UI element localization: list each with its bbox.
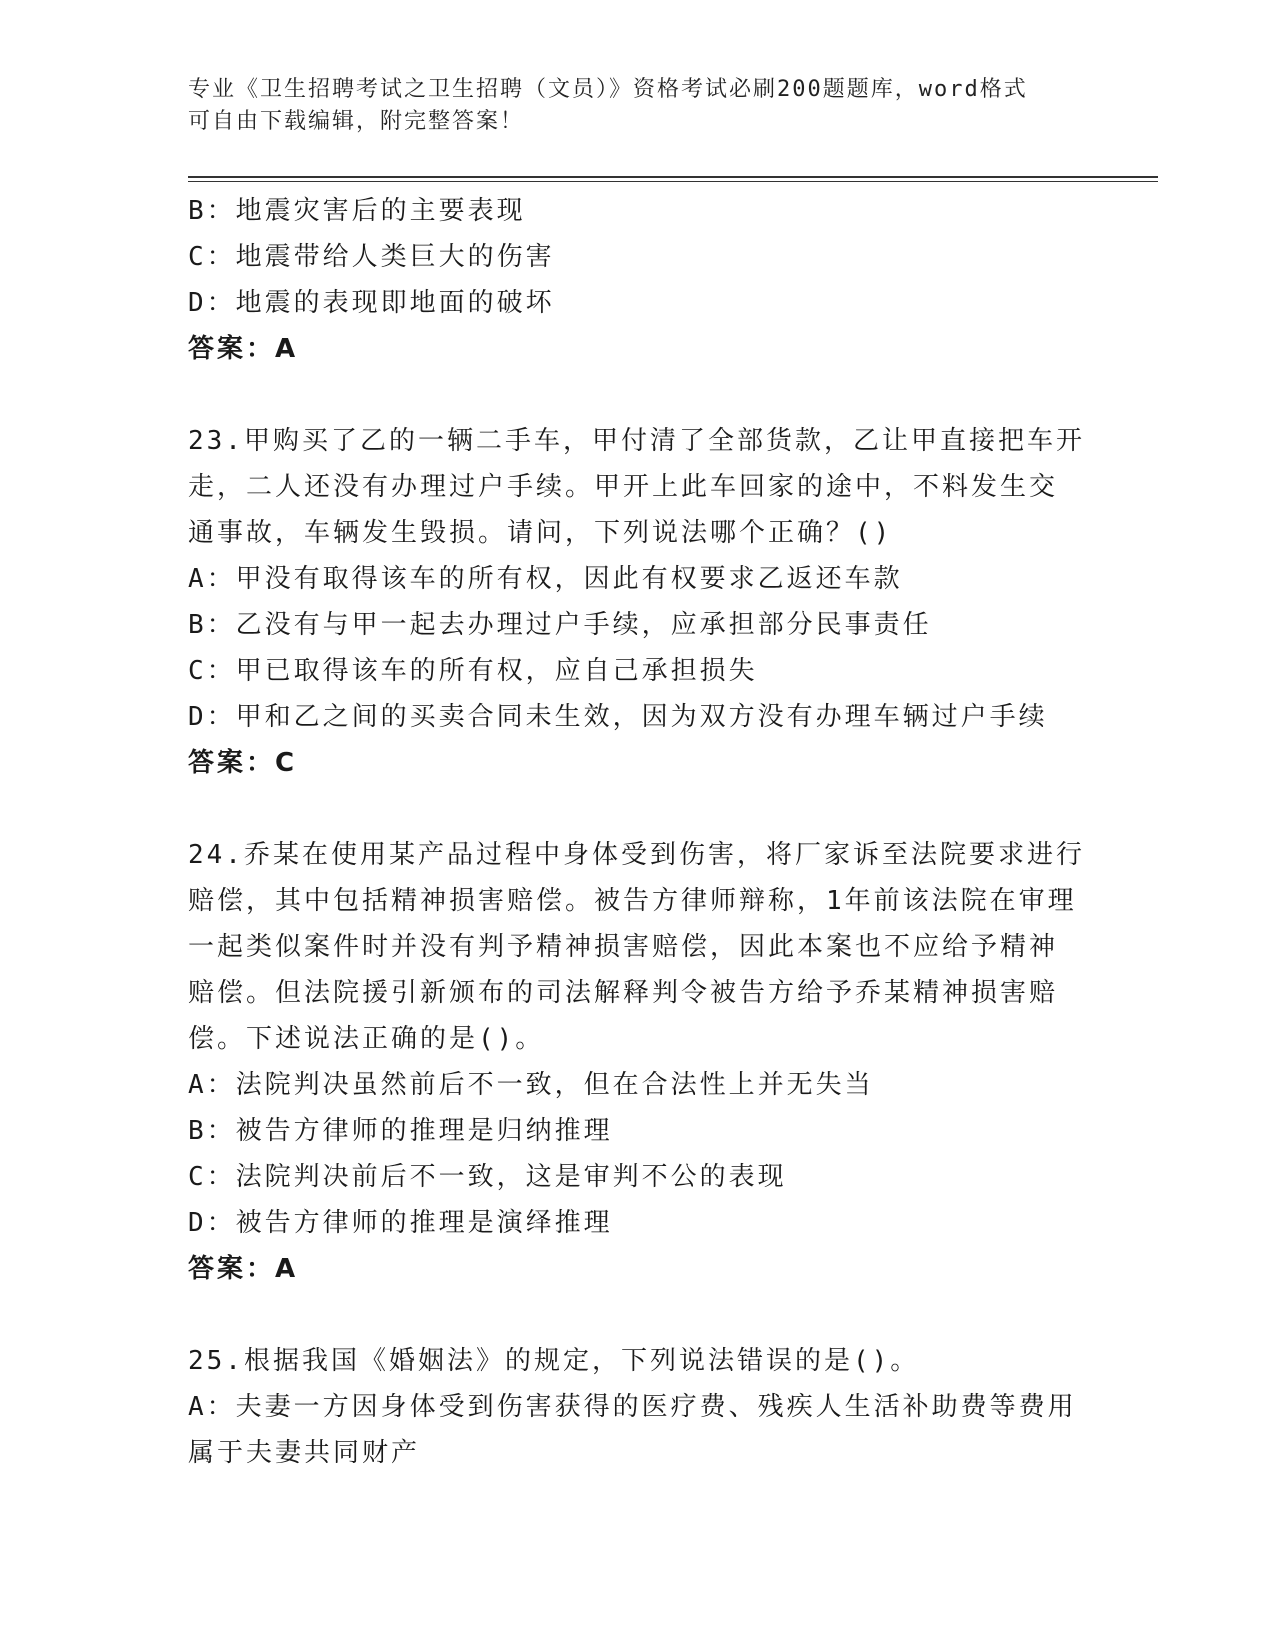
question-stem-line: 23.甲购买了乙的一辆二手车，甲付清了全部货款，乙让甲直接把车开 bbox=[188, 426, 1085, 456]
option-a: A：甲没有取得该车的所有权，因此有权要求乙返还车款 bbox=[188, 564, 903, 594]
option-c: C：地震带给人类巨大的伤害 bbox=[188, 242, 555, 272]
question-stem-line: 通事故，车辆发生毁损。请问，下列说法哪个正确？() bbox=[188, 518, 893, 548]
header-line-1: 专业《卫生招聘考试之卫生招聘（文员）》资格考试必刷200题题库，word格式 bbox=[188, 77, 1028, 102]
question-stem-line: 25.根据我国《婚姻法》的规定，下列说法错误的是()。 bbox=[188, 1346, 920, 1376]
answer-line: 答案：A bbox=[188, 1254, 299, 1284]
option-d: D：甲和乙之间的买卖合同未生效，因为双方没有办理车辆过户手续 bbox=[188, 702, 1048, 732]
answer-line: 答案：A bbox=[188, 334, 299, 364]
header-line-2: 可自由下载编辑，附完整答案！ bbox=[188, 109, 525, 134]
question-content bbox=[188, 188, 1168, 1476]
page-header bbox=[188, 74, 1088, 138]
question-stem-line: 赔偿。但法院援引新颁布的司法解释判令被告方给予乔某精神损害赔 bbox=[188, 978, 1059, 1008]
spacer bbox=[188, 786, 1168, 832]
question-stem-line: 24.乔某在使用某产品过程中身体受到伤害，将厂家诉至法院要求进行 bbox=[188, 840, 1085, 870]
option-b: B：地震灾害后的主要表现 bbox=[188, 196, 526, 226]
answer-line: 答案：C bbox=[188, 748, 298, 778]
question-22 bbox=[188, 188, 1168, 372]
option-b: B：乙没有与甲一起去办理过户手续，应承担部分民事责任 bbox=[188, 610, 932, 640]
option-d: D：地震的表现即地面的破坏 bbox=[188, 288, 555, 318]
question-25 bbox=[188, 1338, 1168, 1476]
option-c: C：甲已取得该车的所有权，应自己承担损失 bbox=[188, 656, 758, 686]
spacer bbox=[188, 1292, 1168, 1338]
option-a: A：夫妻一方因身体受到伤害获得的医疗费、残疾人生活补助费等费用 bbox=[188, 1392, 1077, 1422]
question-23 bbox=[188, 418, 1168, 786]
option-c: C：法院判决前后不一致，这是审判不公的表现 bbox=[188, 1162, 787, 1192]
header-rule-thick bbox=[188, 176, 1158, 178]
question-stem-line: 一起类似案件时并没有判予精神损害赔偿，因此本案也不应给予精神 bbox=[188, 932, 1059, 962]
question-stem-line: 赔偿，其中包括精神损害赔偿。被告方律师辩称，1年前该法院在审理 bbox=[188, 886, 1077, 916]
option-b: B：被告方律师的推理是归纳推理 bbox=[188, 1116, 613, 1146]
question-stem-line: 偿。下述说法正确的是()。 bbox=[188, 1024, 545, 1054]
option-a-continued: 属于夫妻共同财产 bbox=[188, 1438, 421, 1468]
option-d: D：被告方律师的推理是演绎推理 bbox=[188, 1208, 613, 1238]
option-a: A：法院判决虽然前后不一致，但在合法性上并无失当 bbox=[188, 1070, 874, 1100]
question-stem-line: 走，二人还没有办理过户手续。甲开上此车回家的途中，不料发生交 bbox=[188, 472, 1059, 502]
header-rule-thin bbox=[188, 181, 1158, 182]
spacer bbox=[188, 372, 1168, 418]
question-24 bbox=[188, 832, 1168, 1292]
